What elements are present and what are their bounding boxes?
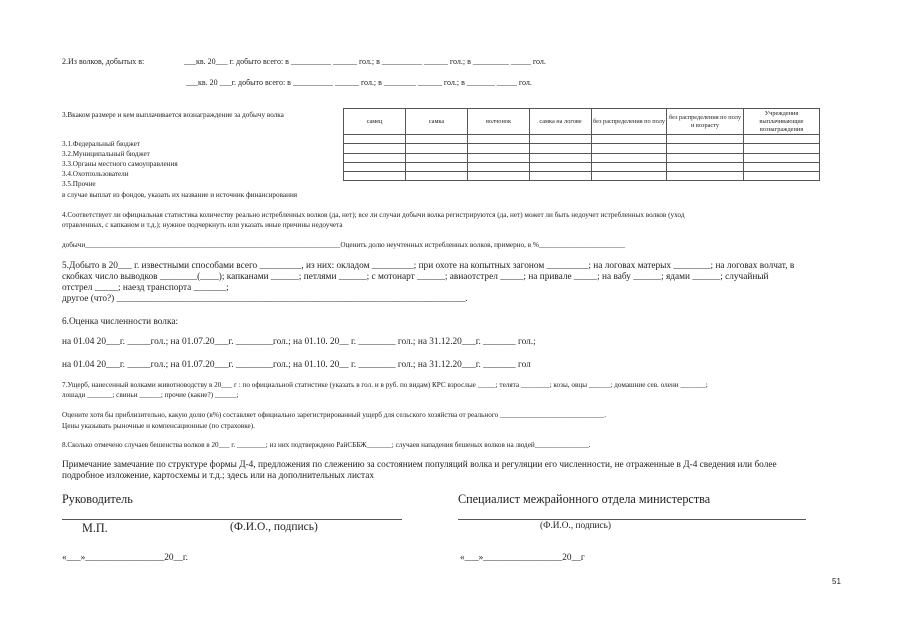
col-header-female: самка — [406, 109, 468, 135]
col-header-male: самец — [344, 109, 406, 135]
table-cell[interactable] — [592, 144, 667, 153]
table-cell[interactable] — [406, 172, 468, 181]
q7-line2[interactable]: лошади _______; свиньи ______; прочие (какие?) ______; — [62, 391, 239, 399]
page-number: 51 — [832, 577, 841, 586]
table-cell[interactable] — [667, 162, 744, 171]
q3-row-federal: 3.1.Федеральный бюджет — [62, 140, 140, 148]
stamp-label: М.П. — [82, 521, 108, 535]
table-cell[interactable] — [744, 144, 820, 153]
table-cell[interactable] — [530, 162, 592, 171]
q6-line1[interactable]: на 01.04 20___г. _____гол.; на 01.07.20___г. ________гол.; на 01.10. 20__ г. ________ гол.; на 31.12.20___г. _______ гол.; — [62, 337, 536, 347]
table-cell[interactable] — [344, 144, 406, 153]
reward-table — [343, 108, 820, 181]
table-cell[interactable] — [468, 144, 530, 153]
q5-line3[interactable]: отстрел _____; наезд транспорта _______; — [62, 283, 229, 293]
q7-line4: Цены указывать рыночные и компенсационные (по страховке). — [62, 422, 255, 430]
col-header-institutions: Учреждения выплачивающие вознаграждения — [744, 109, 820, 135]
table-cell[interactable] — [468, 172, 530, 181]
table-cell[interactable] — [406, 162, 468, 171]
table-cell[interactable] — [530, 135, 592, 144]
q4-line1: 4.Соответствует ли официальная статистика количеству реально истребленных волков (да, нет); все ли случаи добычи волка регистрируются (да, нет) может ли быть недоучет истребленных волков (уход — [62, 211, 685, 219]
q2-line1[interactable]: ___кв. 20___ г. добыто всего: в __________ ______ гол.; в __________ ______ гол.; в _________ _____ гол. — [184, 57, 546, 66]
table-cell[interactable] — [406, 144, 468, 153]
table-cell[interactable] — [667, 144, 744, 153]
col-header-no-sex-age: без распределения по полу и возрасту — [667, 109, 744, 135]
q3-row-other: 3.5.Прочие — [62, 180, 96, 188]
table-cell[interactable] — [344, 153, 406, 162]
q2-line1-prefix: 2.Из волков, добытых в: — [62, 57, 145, 66]
q5-line4[interactable]: другое (что?) ___________________________________________________________________________. — [62, 294, 468, 304]
specialist-signature-line[interactable] — [458, 519, 806, 520]
q2-line2[interactable]: ___кв. 20 ___г. добыто всего: в __________ ______ гол.; в ________ ______ гол.; в _______ _____ гол. — [186, 78, 532, 87]
table-cell[interactable] — [667, 153, 744, 162]
q5-line1[interactable]: 5.Добыто в 20___ г. известными способами всего _________, из них: окладом _________; при охоте на копытных загоном _________; на логовах матерых ________; на логовах волчат, в — [62, 261, 795, 271]
table-cell[interactable] — [468, 153, 530, 162]
table-cell[interactable] — [744, 162, 820, 171]
table-cell[interactable] — [744, 172, 820, 181]
q4-line2: отравленных, с капканом и т.д.); нужное подчеркнуть или указать иные причины недоучета — [62, 221, 343, 229]
q3-row-municipal: 3.2.Муниципальный бюджет — [62, 150, 150, 158]
table-cell[interactable] — [344, 162, 406, 171]
table-cell[interactable] — [592, 172, 667, 181]
head-date[interactable]: «___»_________________20__г. — [62, 553, 188, 563]
table-cell[interactable] — [592, 162, 667, 171]
col-header-no-sex: без распределения по полу — [592, 109, 667, 135]
table-cell[interactable] — [468, 135, 530, 144]
note-line1: Примечание замечание по структуре формы Д-4, предложения по слежению за состоянием популяций волка и регуляции его численности, не отраженные в Д-4 сведения или более — [62, 460, 777, 470]
table-cell[interactable] — [468, 162, 530, 171]
col-header-cub: волчонок — [468, 109, 530, 135]
q8-line1[interactable]: 8.Сколько отмечено случаев бешенства волков в 20___ г. ________; из них подтверждено РайСББЖ_______; случаев нападения бешеных волков на людей_______________. — [62, 441, 591, 449]
table-cell[interactable] — [530, 153, 592, 162]
q6-line2[interactable]: на 01.04 20___г. _____гол.; на 01.07.20___г. ________гол.; на 01.10. 20__ г. ________ гол.; на 31.12.20___г. _______ гол — [62, 360, 531, 370]
table-cell[interactable] — [406, 135, 468, 144]
col-header-female-den: самка на логове — [530, 109, 592, 135]
q6-title: 6.Оценка численности волка: — [62, 317, 179, 327]
head-title: Руководитель — [62, 492, 133, 506]
q7-line1[interactable]: 7.Ущерб, нанесенный волками животноводству в 20___ г : по официальной статистике (указать в гол. и в руб. по видам) КРС взрослые _____; телята ________; козы, овцы ______; домашние сев. олени _______; — [62, 381, 708, 389]
specialist-fio-label: (Ф.И.О., подпись) — [540, 521, 611, 531]
table-cell[interactable] — [592, 153, 667, 162]
specialist-date[interactable]: «___»_________________20__г — [460, 553, 585, 563]
table-cell[interactable] — [667, 172, 744, 181]
q3-row-local-gov: 3.3.Органы местного самоуправления — [62, 160, 178, 168]
head-signature-line[interactable] — [62, 519, 402, 520]
table-cell[interactable] — [344, 172, 406, 181]
table-cell[interactable] — [744, 135, 820, 144]
table-cell[interactable] — [744, 153, 820, 162]
table-cell[interactable] — [530, 172, 592, 181]
q3-title: 3.Вкаком размере и кем выплачивается вознаграждение за добычу волка — [62, 111, 284, 119]
table-cell[interactable] — [530, 144, 592, 153]
specialist-title: Специалист межрайонного отдела министерства — [458, 492, 711, 506]
note-line2: подробное изложение, картосхемы и т.д.; здесь или на дополнительных листах — [62, 471, 375, 481]
q3-row-hunting-users: 3.4.Охотпользователи — [62, 170, 129, 178]
q4-line3[interactable]: добычи_______________________________________________________________________Оценить долю неучтенных истребленных волков, примерно, в %________________________ — [62, 241, 626, 249]
table-cell[interactable] — [592, 135, 667, 144]
q3-footnote: в случае выплат из фондов, указать их название и источник финансирования — [62, 191, 298, 199]
q5-line2[interactable]: скобках число выводков ________(____); капканами ______; петлями ______; с мотонарт ______; авиаотстрел _____; на привале _____; на вабу ______; ядами ______; случайный — [62, 272, 769, 282]
table-cell[interactable] — [344, 135, 406, 144]
q7-line3[interactable]: Оцените хотя бы приблизительно, какую долю (в%) составляет официально зарегистрированный ущерб для сельского хозяйства от реального _____________________________. — [62, 411, 607, 419]
head-fio-label: (Ф.И.О., подпись) — [230, 521, 318, 533]
table-cell[interactable] — [406, 153, 468, 162]
table-cell[interactable] — [667, 135, 744, 144]
